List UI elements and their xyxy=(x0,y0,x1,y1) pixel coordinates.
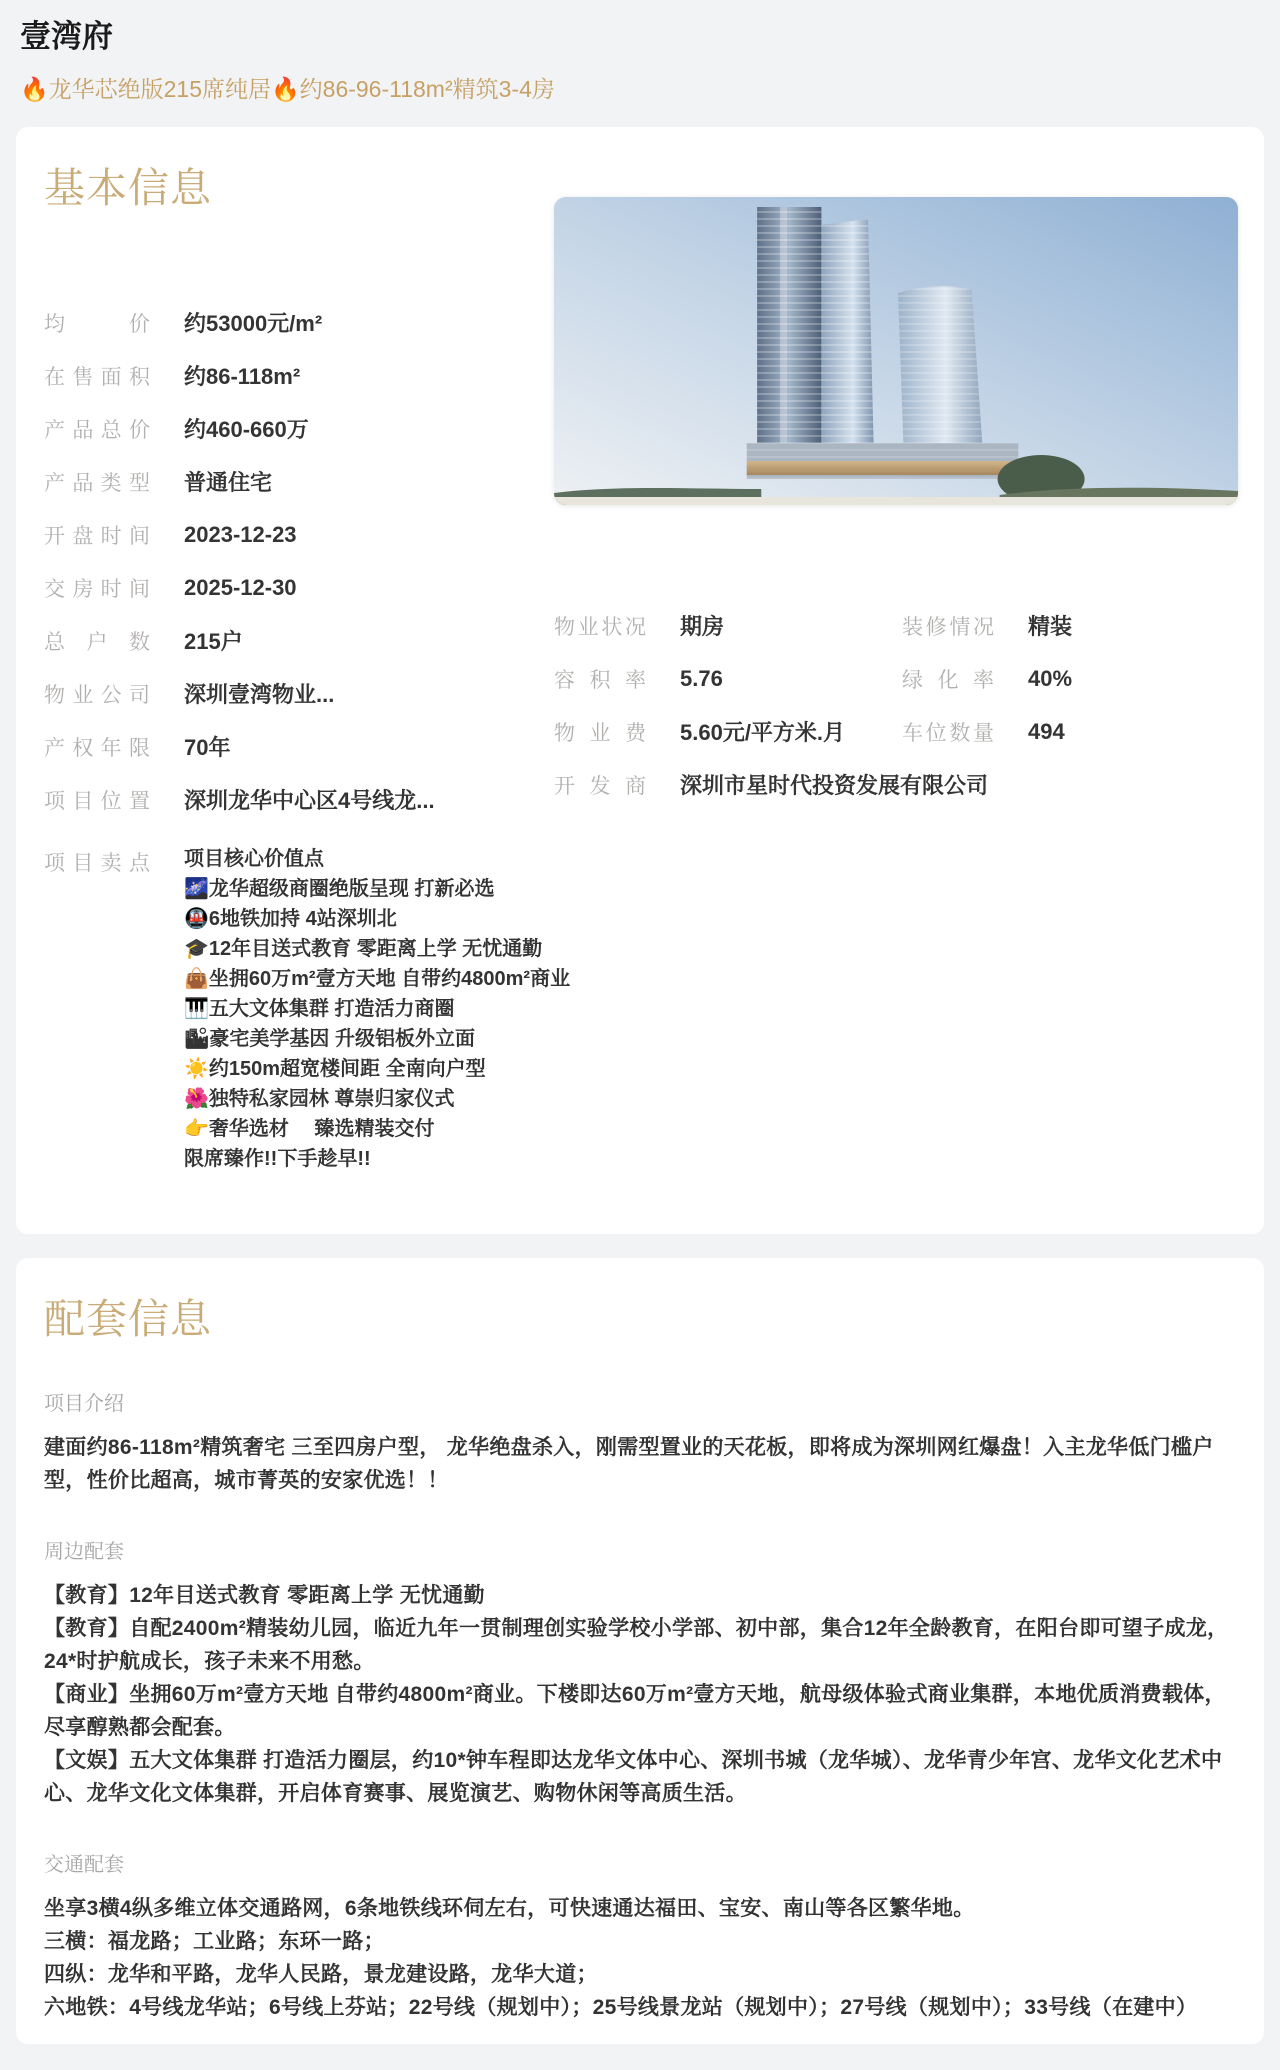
section-paragraph: 六地铁：4号线龙华站；6号线上芬站；22号线（规划中）；25号线景龙站（规划中）；27号线（规划中）；33号线（在建中） xyxy=(44,1996,1198,2019)
basic-info-heading: 基本信息 xyxy=(44,165,212,211)
field-label: 交房时间 xyxy=(44,577,150,601)
field-value: 普通住宅 xyxy=(184,470,273,495)
field-value: 期房 xyxy=(680,614,725,639)
field-value: 约86-118m² xyxy=(184,364,301,389)
field-value: 40% xyxy=(1028,665,1073,691)
field-value: 5.60元/平方米.月 xyxy=(680,720,846,745)
field-label: 产品总价 xyxy=(44,418,150,442)
section-paragraph: 四纵：龙华和平路，龙华人民路，景龙建设路，龙华大道； xyxy=(44,1963,598,1986)
selling-points-row xyxy=(44,826,571,1174)
basic-info-right-panel xyxy=(554,197,1238,811)
field-label: 物业公司 xyxy=(44,683,150,707)
selling-point-line: ☀️约150m超宽楼间距 全南向户型 xyxy=(184,1058,486,1080)
selling-point-line: 🌌龙华超级商圈绝版呈现 打新必选 xyxy=(184,878,495,900)
field-value: 深圳龙华中心区4号线龙... xyxy=(184,788,435,813)
field-row-location xyxy=(44,773,549,826)
field-row-developer xyxy=(554,758,1238,811)
field-row-tenure xyxy=(44,720,549,773)
field-row-property-company xyxy=(44,667,549,720)
field-value: 5.76 xyxy=(680,665,723,691)
selling-point-line: 🚇6地铁加持 4站深圳北 xyxy=(184,908,397,930)
field-value: 215户 xyxy=(184,629,243,654)
field-label: 容积率 xyxy=(554,668,646,692)
field-value: 深圳市星时代投资发展有限公司 xyxy=(680,773,989,798)
field-row-households xyxy=(44,614,549,667)
section-paragraph: 【商业】坐拥60万m²壹方天地 自带约4800m²商业。下楼即达60万m²壹方天地，航母级体验式商业集群，本地优质消费载体，尽享醇熟都会配套。 xyxy=(44,1683,1226,1739)
field-row-area xyxy=(44,349,549,402)
field-row-open-date xyxy=(44,508,549,561)
field-label: 车位数量 xyxy=(902,721,994,745)
field-label: 产品类型 xyxy=(44,471,150,495)
section-label: 交通配套 xyxy=(44,1854,124,1876)
selling-point-line: 项目核心价值点 xyxy=(184,848,324,870)
basic-info-card xyxy=(16,127,1264,1234)
selling-point-line: 👉奢华选材 臻选精装交付 xyxy=(184,1118,435,1140)
field-row-product-type xyxy=(44,455,549,508)
field-value: 2023-12-23 xyxy=(184,521,297,547)
section-paragraph: 建面约86-118m²精筑奢宅 三至四房户型， 龙华绝盘杀入，刚需型置业的天花板，即将成为深圳网红爆盘！入主龙华低门槛户型，性价比超高，城市菁英的安家优选！！ xyxy=(44,1436,1214,1492)
section-label: 周边配套 xyxy=(44,1541,124,1563)
amenities-heading: 配套信息 xyxy=(44,1296,212,1342)
field-row-plot-green xyxy=(554,652,1238,705)
field-value: 约460-660万 xyxy=(184,417,309,442)
field-label: 项目卖点 xyxy=(44,852,150,875)
selling-point-line: 🌺独特私家园林 尊崇归家仪式 xyxy=(184,1088,455,1110)
basic-info-right-fields xyxy=(554,599,1238,811)
section-paragraph: 【文娱】五大文体集群 打造活力圈层，约10*钟车程即达龙华文体中心、深圳书城（龙华城）、龙华青少年宫、龙华文化艺术中心、龙华文化文体集群，开启体育赛事、展览演艺、购物休闲等高质生活。 xyxy=(44,1749,1223,1805)
field-row-status-decoration xyxy=(554,599,1238,652)
field-label: 物业状况 xyxy=(554,615,646,639)
field-label: 均价 xyxy=(44,312,150,336)
field-label: 装修情况 xyxy=(902,615,994,639)
selling-point-line: 🎓12年目送式教育 零距离上学 无忧通勤 xyxy=(184,938,543,960)
selling-point-line: 🎹五大文体集群 打造活力商圈 xyxy=(184,998,455,1020)
basic-info-fields xyxy=(44,296,571,1174)
field-label: 开发商 xyxy=(554,774,646,798)
field-label: 产权年限 xyxy=(44,736,150,760)
section-label: 项目介绍 xyxy=(44,1393,124,1415)
selling-points xyxy=(184,844,570,1174)
page-title: 壹湾府 xyxy=(20,19,113,54)
field-label: 物业费 xyxy=(554,721,646,745)
section-paragraph: 【教育】自配2400m²精装幼儿园，临近九年一贯制理创实验学校小学部、初中部，集合12年全龄教育，在阳台即可望子成龙，24*时护航成长，孩子未来不用愁。 xyxy=(44,1617,1229,1673)
section-paragraph: 【教育】12年目送式教育 零距离上学 无忧通勤 xyxy=(44,1584,485,1607)
amenity-section-intro xyxy=(44,1391,1236,1497)
selling-point-line: 🏙豪宅美学基因 升级铝板外立面 xyxy=(184,1028,475,1050)
field-value: 2025-12-30 xyxy=(184,574,297,600)
page-subtitle: 🔥龙华芯绝版215席纯居🔥约86-96-118m²精筑3-4房 xyxy=(20,76,555,102)
field-value: 70年 xyxy=(184,735,231,760)
field-row-total-price xyxy=(44,402,549,455)
field-value: 深圳壹湾物业... xyxy=(184,682,335,707)
header xyxy=(0,0,1280,103)
selling-point-line: 👜坐拥60万m²壹方天地 自带约4800m²商业 xyxy=(184,968,571,990)
field-row-fee-parking xyxy=(554,705,1238,758)
field-value: 约53000元/m² xyxy=(184,311,323,336)
amenity-section-transport xyxy=(44,1852,1236,2024)
field-row-delivery-date xyxy=(44,561,549,614)
field-label: 项目位置 xyxy=(44,789,150,813)
amenities-card xyxy=(16,1258,1264,2044)
field-label: 绿化率 xyxy=(902,668,994,692)
field-label: 开盘时间 xyxy=(44,524,150,548)
property-rendering-image[interactable] xyxy=(554,197,1238,505)
field-label: 在售面积 xyxy=(44,365,150,389)
section-paragraph: 坐享3横4纵多维立体交通路网，6条地铁线环伺左右，可快速通达福田、宝安、南山等各区繁华地。 xyxy=(44,1897,975,1920)
field-value: 精装 xyxy=(1028,614,1073,639)
field-row-avg-price xyxy=(44,296,549,349)
amenity-section-surroundings xyxy=(44,1539,1236,1810)
field-label: 总户数 xyxy=(44,630,150,654)
section-paragraph: 三横：福龙路；工业路；东环一路； xyxy=(44,1930,385,1953)
selling-point-line: 限席臻作!!下手趁早!! xyxy=(184,1148,371,1170)
field-value: 494 xyxy=(1028,718,1065,744)
